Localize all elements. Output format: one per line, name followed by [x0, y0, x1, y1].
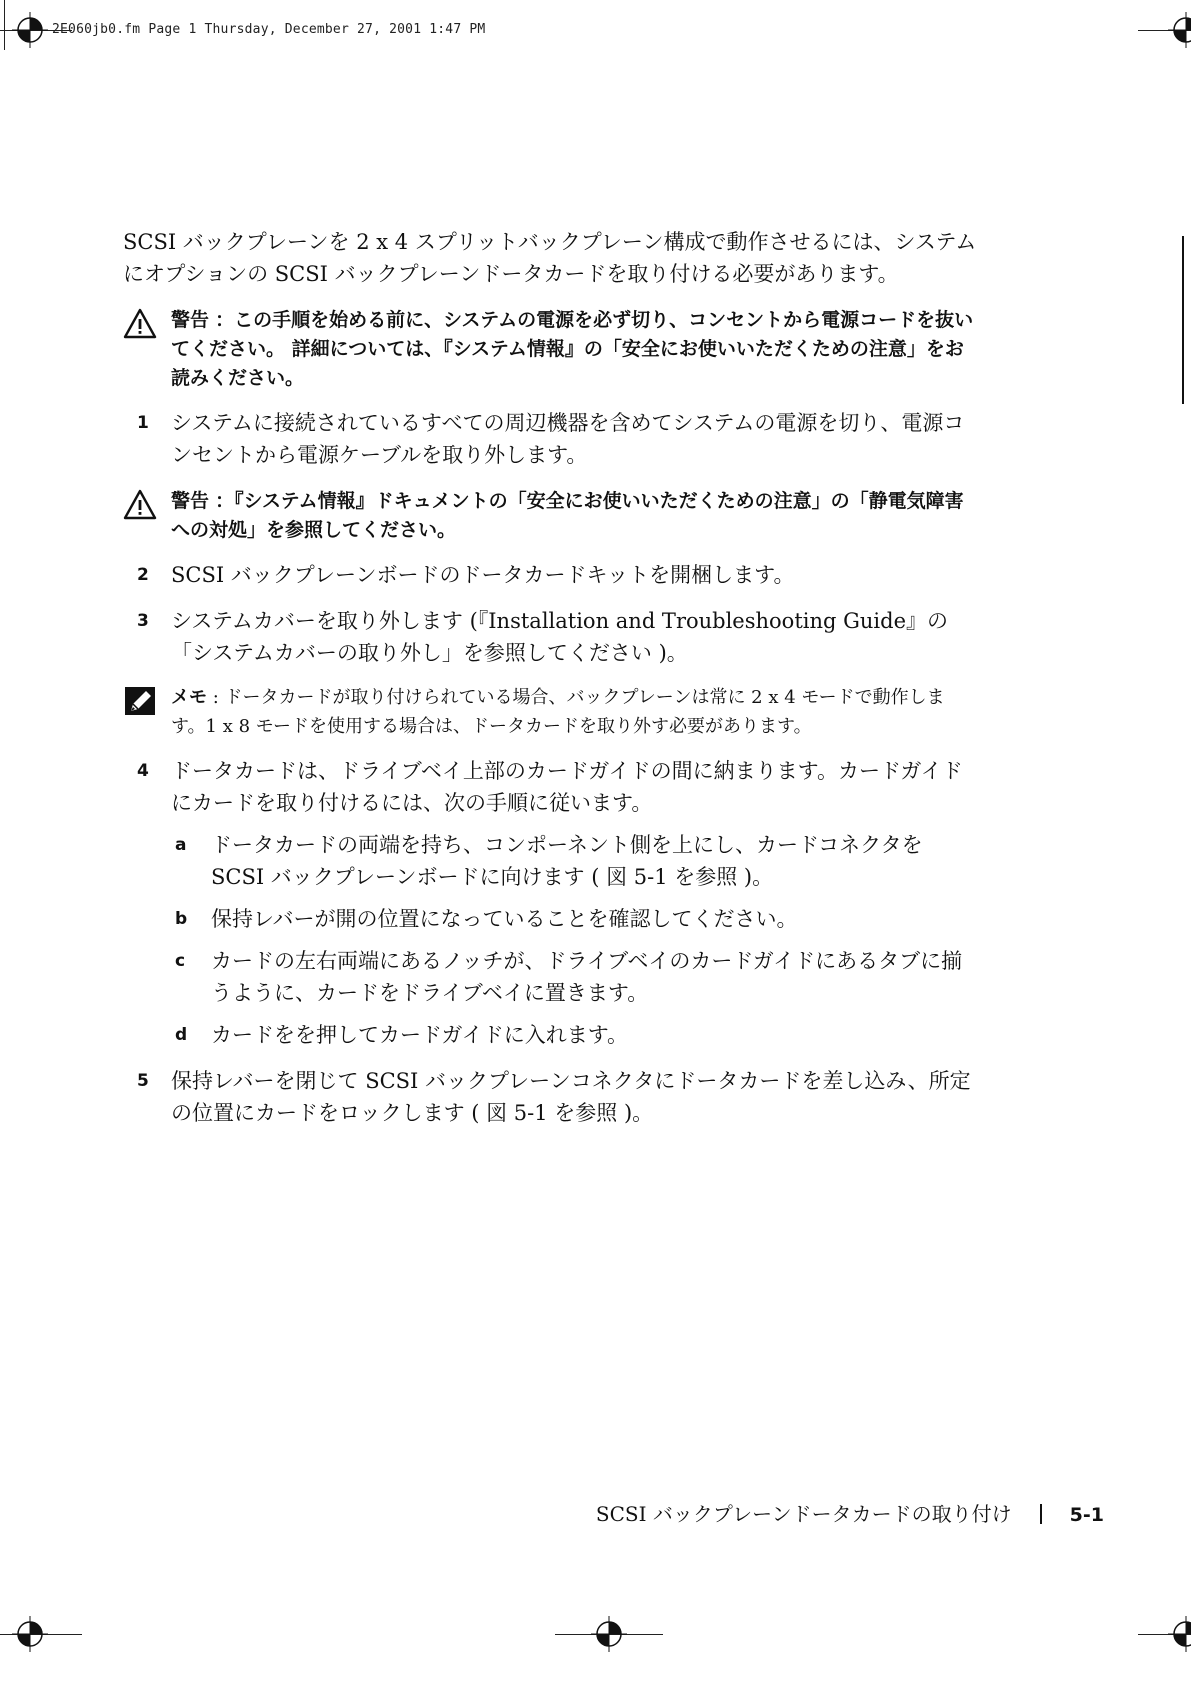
registration-mark-icon — [12, 1616, 48, 1652]
intro-paragraph: SCSI バックプレーンを 2 x 4 スプリットバックプレーン構成で動作させるには、システムにオプションの SCSI バックプレーンドータカードを取り付ける必要があります。 — [123, 230, 977, 286]
step-text: システムカバーを取り外します (『Installation and Troubleshooting Guide』の「システムカバーの取り外し」を参照してください )。 — [171, 609, 949, 665]
warning-text: ：この手順を始める前に、システムの電源を必ず切り、コンセントから電源コードを抜いてください。 詳細については、『システム情報』の「安全にお使いいただくための注意」をお読みください。 — [171, 309, 974, 389]
step-5 — [123, 1065, 978, 1129]
change-bar — [1182, 236, 1184, 404]
registration-mark-icon — [1168, 12, 1191, 48]
warning-triangle-icon — [123, 489, 157, 521]
note-block — [123, 683, 978, 741]
step-text: 保持レバーを閉じて SCSI バックプレーンコネクタにドータカードを差し込み、所定の位置にカードをロックします ( 図 5-1 を参照 )。 — [171, 1069, 971, 1125]
substep-letter: d — [175, 1025, 188, 1045]
note-text: : ドータカードが取り付けられている場合、バックプレーンは常に 2 x 4 モードで動作します。1 x 8 モードを使用する場合は、ドータカードを取り外す必要があります。 — [171, 687, 945, 737]
registration-mark-icon — [12, 12, 48, 48]
page-footer — [596, 1498, 1104, 1527]
substep-b — [123, 903, 978, 935]
substep-text: カードの左右両端にあるノッチが、ドライブベイのカードガイドにあるタブに揃うように、カードをドライブベイに置きます。 — [211, 949, 963, 1005]
footer-section-title: SCSI バックプレーンドータカードの取り付け — [595, 1502, 1012, 1526]
registration-mark-icon — [1168, 1616, 1191, 1652]
substep-letter: b — [175, 909, 188, 929]
step-number: 5 — [137, 1071, 149, 1091]
step-number: 1 — [137, 413, 149, 433]
file-info-header: 2E060jb0.fm Page 1 Thursday, December 27, 2001 1:47 PM — [52, 22, 486, 37]
warning-text: ：『システム情報』ドキュメントの「安全にお使いいただくための注意」の「静電気障害への対処」を参照してください。 — [171, 490, 964, 541]
step-number: 3 — [137, 611, 149, 631]
step-text: ドータカードは、ドライブベイ上部のカードガイドの間に納まります。カードガイドにカードを取り付けるには、次の手順に従います。 — [171, 759, 963, 815]
step-2 — [123, 559, 978, 591]
substep-c — [123, 945, 978, 1009]
warning-block-power — [123, 306, 978, 393]
substep-d — [123, 1019, 978, 1051]
substep-letter: a — [175, 835, 187, 855]
substep-text: ドータカードの両端を持ち、コンポーネント側を上にし、カードコネクタを SCSI バックプレーンボードに向けます ( 図 5-1 を参照 )。 — [211, 833, 923, 889]
pencil-note-icon — [123, 685, 157, 717]
registration-mark-icon — [591, 1616, 627, 1652]
step-3 — [123, 605, 978, 669]
note-label: メモ — [171, 687, 207, 708]
warning-label: 警告 — [171, 490, 210, 512]
crop-line-top-left-v — [4, 0, 5, 50]
substep-text: 保持レバーが開の位置になっていることを確認してください。 — [211, 907, 798, 931]
substep-a — [123, 829, 978, 893]
page-number: 5-1 — [1069, 1504, 1104, 1526]
step-number: 2 — [137, 565, 149, 585]
step-text: システムに接続されているすべての周辺機器を含めてシステムの電源を切り、電源コンセントから電源ケーブルを取り外します。 — [171, 411, 965, 467]
substep-letter: c — [175, 951, 186, 971]
step-text: SCSI バックプレーンボードのドータカードキットを開梱します。 — [171, 563, 795, 587]
footer-separator — [1040, 1504, 1042, 1524]
warning-label: 警告 — [171, 309, 210, 331]
main-content — [123, 226, 978, 1129]
step-1 — [123, 407, 978, 471]
step-number: 4 — [137, 761, 149, 781]
step-4 — [123, 755, 978, 819]
warning-block-esd — [123, 487, 978, 545]
substep-text: カードをを押してカードガイドに入れます。 — [211, 1023, 629, 1047]
warning-triangle-icon — [123, 308, 157, 340]
